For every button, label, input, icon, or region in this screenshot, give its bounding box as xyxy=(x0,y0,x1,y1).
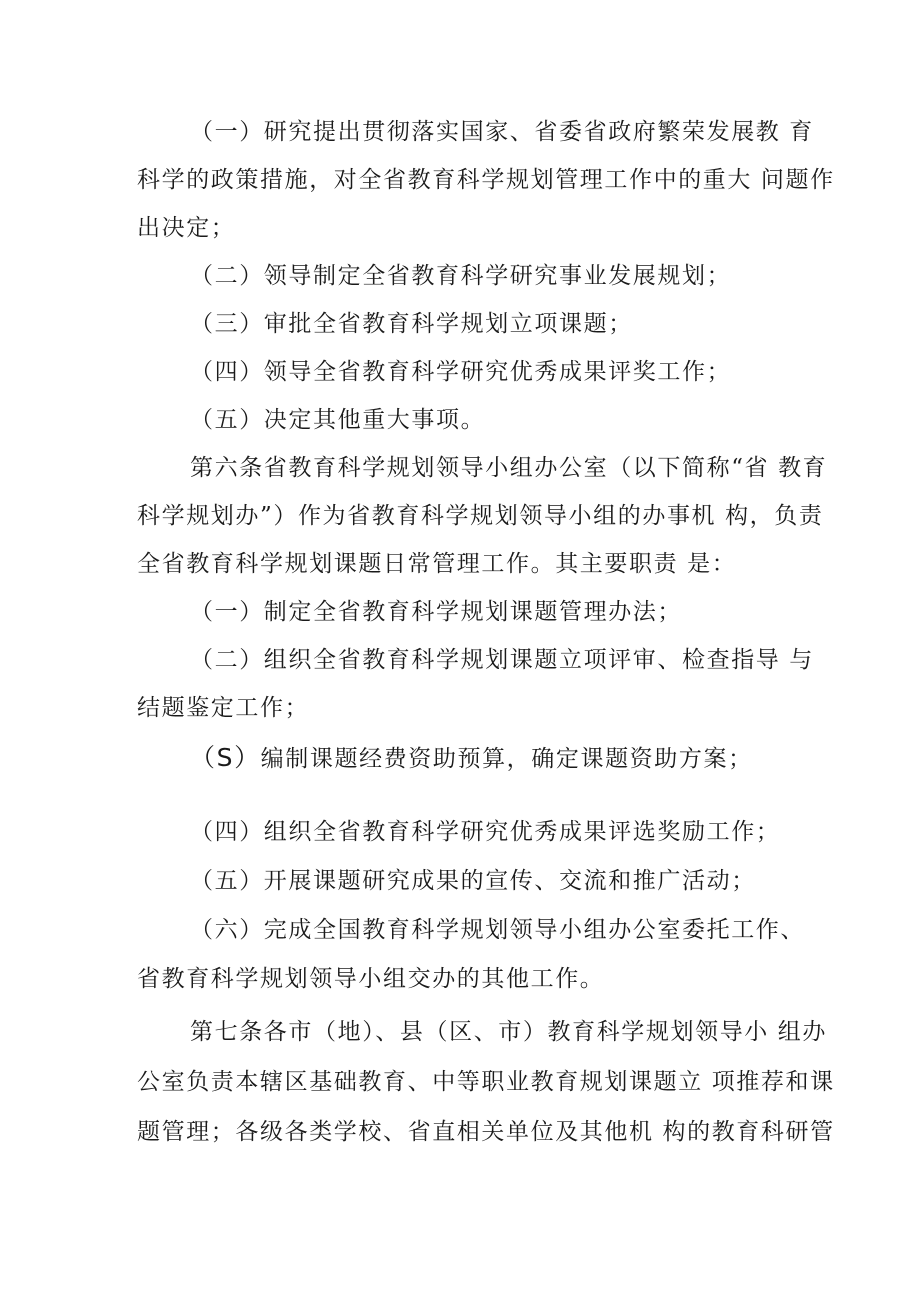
item-line-7: （五）决定其他重大事项。 xyxy=(190,407,486,433)
item-line-4: （二）领导制定全省教育科学研究事业发展规划； xyxy=(190,263,732,289)
article-seven-line-3: 题管理；各级各类学校、省直相关单位及其他机 构的教育科研管 xyxy=(137,1119,835,1145)
article-six-line-1: 第六条省教育科学规划领导小组办公室（以下简称“省 教育 xyxy=(190,455,828,481)
article-six-line-2: 科学规划办”）作为省教育科学规划领导小组的办事机 构，负责 xyxy=(137,503,824,529)
article-seven-line-1: 第七条各市（地）、县（区、市）教育科学规划领导小 组办 xyxy=(190,1019,828,1045)
duty-line-5: （四）组织全省教育科学研究优秀成果评选奖励工作； xyxy=(190,819,781,845)
item-marker-s: （S） xyxy=(190,743,261,772)
item-line-5: （三）审批全省教育科学规划立项课题； xyxy=(190,311,633,337)
paragraph-line-2: 科学的政策措施，对全省教育科学规划管理工作中的重大 问题作 xyxy=(137,167,835,193)
duty-line-3: 结题鉴定工作； xyxy=(137,695,310,721)
article-seven-line-2: 公室负责本辖区基础教育、中等职业教育规划课题立 项推荐和课 xyxy=(137,1069,835,1095)
duty-line-7: （六）完成全国教育科学规划领导小组办公室委托工作、 xyxy=(190,917,805,943)
paragraph-line-3: 出决定； xyxy=(137,215,236,241)
duty-line-6: （五）开展课题研究成果的宣传、交流和推广活动； xyxy=(190,868,756,894)
duty-line-8: 省教育科学规划领导小组交办的其他工作。 xyxy=(137,966,605,992)
item-line-6: （四）领导全省教育科学研究优秀成果评奖工作； xyxy=(190,359,732,385)
duty-line-4-text: 编制课题经费资助预算，确定课题资助方案； xyxy=(260,746,753,772)
paragraph-line-1: （一）研究提出贯彻落实国家、省委省政府繁荣发展教 育 xyxy=(190,119,814,145)
article-six-line-3: 全省教育科学规划课题日常管理工作。其主要职责 是： xyxy=(137,551,737,577)
duty-line-1: （一）制定全省教育科学规划课题管理办法； xyxy=(190,599,682,625)
duty-line-2: （二）组织全省教育科学规划课题立项评审、检查指导 与 xyxy=(190,647,814,673)
duty-line-4 xyxy=(190,743,753,774)
